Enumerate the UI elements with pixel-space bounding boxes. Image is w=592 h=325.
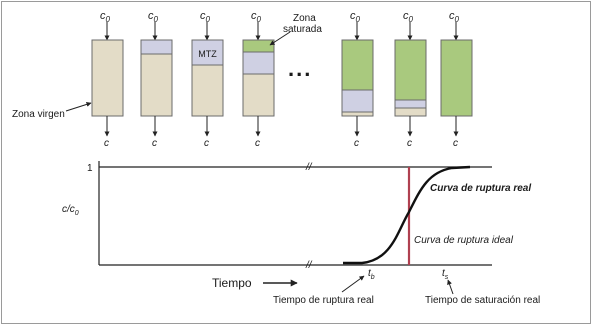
y-tick-one: 1 — [87, 163, 93, 174]
inlet-label: $c_0$ — [449, 10, 459, 24]
outlet-label: c — [104, 138, 109, 149]
mtz-label: MTZ — [198, 49, 217, 59]
mtz-zone — [243, 52, 274, 74]
axis-break-bottom: // — [306, 260, 312, 271]
real-curve-label: Curva de ruptura real — [430, 183, 532, 194]
saturated-zone — [395, 40, 426, 100]
mtz-zone — [342, 90, 373, 112]
outlet-label: c — [407, 138, 412, 149]
zona-saturada-label: Zona saturada — [283, 13, 322, 35]
saturated-zone — [243, 40, 274, 52]
inlet-label: $c_0$ — [403, 10, 413, 24]
ideal-curve-label: Curva de ruptura ideal — [414, 235, 513, 246]
inlet-label: $c_0$ — [200, 10, 210, 24]
inlet-label: $c_0$ — [350, 10, 360, 24]
tiempo-saturacion-real-label: Tiempo de saturación real — [425, 295, 541, 306]
mtz-zone — [395, 100, 426, 108]
column-body-virgin — [92, 40, 123, 116]
inlet-label: $c_0$ — [148, 10, 158, 24]
ellipsis: ... — [288, 56, 313, 81]
tiempo-label: Tiempo — [212, 276, 252, 290]
axis-break-top: // — [306, 162, 312, 173]
mtz-zone — [141, 40, 172, 54]
inlet-label: $c_0$ — [251, 10, 261, 24]
outlet-label: c — [453, 138, 458, 149]
saturated-zone — [342, 40, 373, 90]
ts-label: $t_s$ — [442, 268, 449, 281]
outlet-label: c — [204, 138, 209, 149]
tb-label: $t_b$ — [368, 268, 375, 281]
outlet-label: c — [152, 138, 157, 149]
outlet-label: c — [255, 138, 260, 149]
saturated-zone — [441, 40, 472, 116]
zona-virgen-label: Zona virgen — [12, 109, 65, 120]
tiempo-ruptura-real-label: Tiempo de ruptura real — [273, 295, 374, 306]
y-axis-label: $c/c_0$ — [62, 204, 79, 217]
inlet-label: $c_0$ — [100, 10, 110, 24]
outlet-label: c — [354, 138, 359, 149]
